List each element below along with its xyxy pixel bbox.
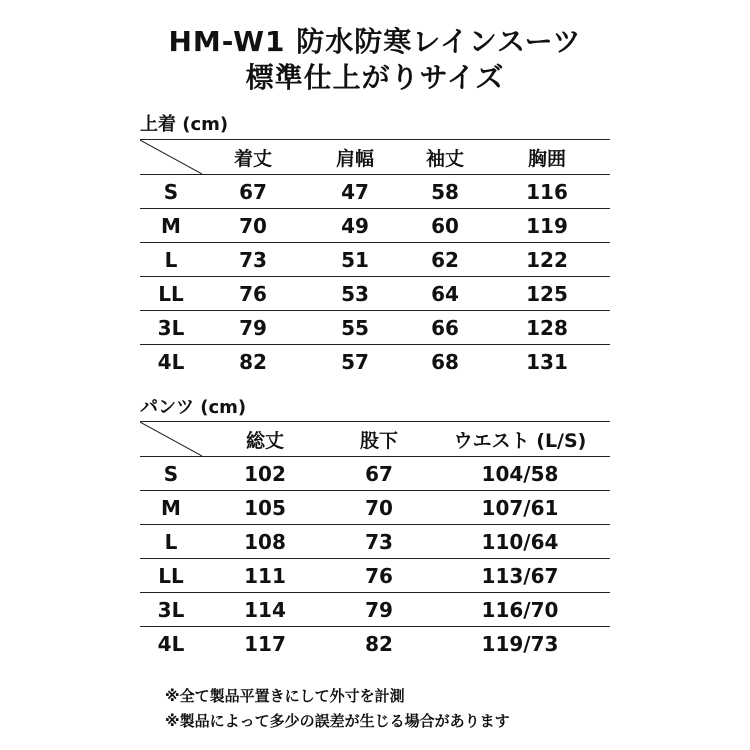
table-cell: 67 (202, 175, 304, 209)
page-subtitle: 標準仕上がりサイズ (245, 61, 505, 94)
table-cell: 60 (406, 209, 484, 243)
table-cell: 102 (202, 457, 328, 491)
table-row (140, 345, 610, 379)
table-cell: 49 (304, 209, 406, 243)
table-cell: 79 (328, 593, 430, 627)
table-cell: 70 (328, 491, 430, 525)
size-label: L (140, 243, 202, 277)
size-label: 4L (157, 631, 185, 656)
diagonal-corner-cell (140, 140, 202, 175)
table-row (140, 627, 610, 661)
diagonal-corner-cell (140, 422, 202, 457)
table-cell: 67 (328, 457, 430, 491)
column-header: 袖丈 (406, 140, 484, 175)
size-label: 4L (157, 349, 185, 374)
table-cell: 128 (484, 311, 610, 345)
table-cell: 122 (484, 243, 610, 277)
table-row (140, 209, 610, 243)
diagonal-line-icon (140, 422, 202, 456)
table-cell: 105 (202, 491, 328, 525)
size-label: LL (140, 559, 202, 593)
jacket-size-table (140, 139, 610, 378)
table-header-row (140, 422, 610, 457)
table-row (140, 593, 610, 627)
table-cell: 73 (202, 243, 304, 277)
table-cell: 73 (328, 525, 430, 559)
table-row (140, 457, 610, 491)
table-cell: 125 (484, 277, 610, 311)
table-row (140, 311, 610, 345)
table-cell: 70 (202, 209, 304, 243)
table-cell: 58 (406, 175, 484, 209)
table-cell: 117 (244, 631, 286, 656)
table-cell: 64 (406, 277, 484, 311)
table-row (140, 525, 610, 559)
pants-size-table (140, 421, 610, 660)
pants-section-label: パンツ (cm) (140, 397, 247, 418)
table-cell: 62 (406, 243, 484, 277)
table-cell: 76 (202, 277, 304, 311)
table-cell: 116/70 (430, 593, 610, 627)
column-header: ウエスト (L/S) (430, 422, 610, 457)
table-cell: 113/67 (430, 559, 610, 593)
column-header: 股下 (328, 422, 430, 457)
table-cell: 51 (304, 243, 406, 277)
jacket-section-label: 上着 (cm) (140, 114, 229, 135)
table-cell: 114 (202, 593, 328, 627)
page-title: HM-W1 防水防寒レインスーツ (168, 25, 582, 58)
tolerance-note: ※製品によって多少の誤差が生じる場合があります (165, 712, 510, 730)
table-cell: 107/61 (430, 491, 610, 525)
table-row (140, 559, 610, 593)
table-cell: 57 (341, 349, 369, 374)
table-cell: 111 (202, 559, 328, 593)
table-row (140, 491, 610, 525)
column-header: 着丈 (202, 140, 304, 175)
table-cell: 116 (484, 175, 610, 209)
size-label: M (140, 491, 202, 525)
size-label: M (140, 209, 202, 243)
table-cell: 79 (202, 311, 304, 345)
table-cell: 68 (431, 349, 459, 374)
table-cell: 82 (365, 631, 393, 656)
column-header: 胸囲 (484, 140, 610, 175)
table-cell: 131 (526, 349, 568, 374)
measurement-note: ※全て製品平置きにして外寸を計測 (165, 687, 405, 705)
size-label: 3L (140, 311, 202, 345)
size-label: LL (140, 277, 202, 311)
table-cell: 119/73 (481, 631, 559, 656)
table-cell: 104/58 (430, 457, 610, 491)
column-header: 肩幅 (304, 140, 406, 175)
table-header-row (140, 140, 610, 175)
table-row (140, 277, 610, 311)
table-cell: 110/64 (430, 525, 610, 559)
table-cell: 76 (328, 559, 430, 593)
diagonal-line-icon (140, 140, 202, 174)
size-label: S (140, 175, 202, 209)
column-header: 総丈 (202, 422, 328, 457)
size-label: 3L (140, 593, 202, 627)
table-cell: 53 (304, 277, 406, 311)
table-row (140, 175, 610, 209)
size-label: S (140, 457, 202, 491)
table-row (140, 243, 610, 277)
table-cell: 108 (202, 525, 328, 559)
size-label: L (140, 525, 202, 559)
table-cell: 55 (304, 311, 406, 345)
table-cell: 82 (239, 349, 267, 374)
table-cell: 119 (484, 209, 610, 243)
table-cell: 66 (406, 311, 484, 345)
table-cell: 47 (304, 175, 406, 209)
